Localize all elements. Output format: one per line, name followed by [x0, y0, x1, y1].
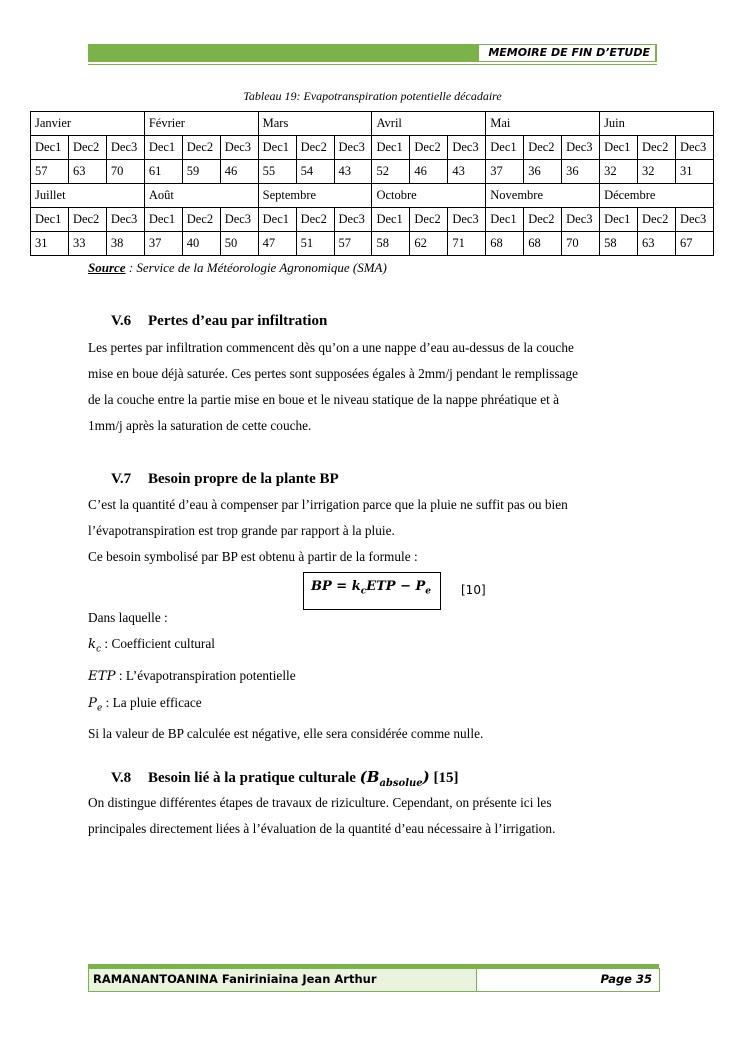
etp-value-cell: 43	[334, 160, 372, 184]
section-number: V.7	[111, 471, 132, 487]
formula-reference: [10]	[461, 583, 486, 597]
decade-cell: Dec1	[486, 136, 524, 160]
text-line: 1mm/j après la saturation de cette couche.	[88, 418, 312, 433]
symbol: $k_c$	[88, 637, 102, 655]
month-cell: Février	[144, 112, 258, 136]
text-line: Dans laquelle :	[88, 610, 168, 625]
decade-cell: Dec1	[31, 136, 69, 160]
etp-block-2	[31, 184, 714, 256]
decade-cell: Dec1	[258, 136, 296, 160]
month-cell: Décembre	[600, 184, 714, 208]
etp-value-cell: 71	[448, 232, 486, 256]
etp-value-cell: 31	[31, 232, 69, 256]
table-caption: Tableau 19: Evapotranspiration potentielle décadaire	[243, 89, 502, 103]
paragraph-infiltration	[88, 335, 678, 439]
section-title: Besoin propre de la plante BP	[148, 471, 339, 487]
etp-value-cell: 68	[524, 232, 562, 256]
decade-cell: Dec3	[334, 136, 372, 160]
decade-cell: Dec3	[106, 136, 144, 160]
text-line: On distingue différentes étapes de travaux de riziculture. Cependant, on présente ici les	[88, 795, 552, 810]
decade-cell: Dec2	[638, 136, 676, 160]
definition-kc: $k_c$ : Coefficient cultural	[88, 636, 215, 655]
section-title: Pertes d’eau par infiltration	[148, 313, 328, 329]
decade-cell: Dec2	[410, 208, 448, 232]
section-number: V.6	[111, 313, 132, 329]
etp-value-cell: 36	[524, 160, 562, 184]
etp-value-cell: 54	[296, 160, 334, 184]
month-cell: Juin	[600, 112, 714, 136]
etp-value-cell: 32	[600, 160, 638, 184]
decade-cell: Dec2	[182, 208, 220, 232]
decade-cell: Dec2	[524, 136, 562, 160]
etp-value-cell: 61	[144, 160, 182, 184]
header-title: MEMOIRE DE FIN D’ETUDE	[488, 46, 650, 59]
etp-value-cell: 36	[562, 160, 600, 184]
section-heading-v7	[111, 470, 339, 488]
etp-value-cell: 40	[182, 232, 220, 256]
formula-text: BP = $k_cETP - P_e$	[310, 579, 431, 597]
month-cell: Août	[144, 184, 258, 208]
decade-cell: Dec1	[486, 208, 524, 232]
decade-row	[31, 208, 714, 232]
source-text: : Service de la Météorologie Agronomique (SMA)	[125, 260, 387, 275]
etp-value-cell: 46	[410, 160, 448, 184]
etp-value-cell: 68	[486, 232, 524, 256]
decade-cell: Dec1	[600, 208, 638, 232]
month-row	[31, 184, 714, 208]
formula-bp	[303, 578, 439, 601]
decade-cell: Dec3	[562, 136, 600, 160]
etp-value-cell: 52	[372, 160, 410, 184]
month-cell: Septembre	[258, 184, 372, 208]
decade-cell: Dec2	[182, 136, 220, 160]
etp-value-cell: 57	[31, 160, 69, 184]
decade-cell: Dec3	[675, 208, 713, 232]
decade-cell: Dec3	[334, 208, 372, 232]
section-heading-v6	[111, 312, 327, 330]
decade-cell: Dec3	[106, 208, 144, 232]
decade-cell: Dec1	[600, 136, 638, 160]
month-cell: Octobre	[372, 184, 486, 208]
etp-value-cell: 31	[675, 160, 713, 184]
month-cell: Novembre	[486, 184, 600, 208]
decade-cell: Dec2	[524, 208, 562, 232]
decade-cell: Dec3	[220, 208, 258, 232]
page-number: Page 35	[600, 972, 652, 986]
text-line: C’est la quantité d’eau à compenser par l’irrigation parce que la pluie ne suffit pas ou bien	[88, 497, 568, 512]
table-source	[88, 260, 387, 276]
text-line: Les pertes par infiltration commencent dès qu’on a une nappe d’eau au-dessus de la couche	[88, 340, 574, 355]
symbol: $P_e$	[88, 695, 103, 714]
section-title: Besoin lié à la pratique culturale	[148, 770, 356, 786]
decade-cell: Dec1	[258, 208, 296, 232]
header-rule	[88, 64, 657, 65]
etp-table	[30, 111, 714, 256]
etp-value-cell: 55	[258, 160, 296, 184]
etp-value-cell: 57	[334, 232, 372, 256]
definition-etp: ETP : L’évapotranspiration potentielle	[88, 667, 296, 684]
etp-value-cell: 50	[220, 232, 258, 256]
section-number: V.8	[111, 770, 132, 786]
etp-value-cell: 38	[106, 232, 144, 256]
symbol: ETP	[88, 668, 116, 684]
decade-cell: Dec2	[638, 208, 676, 232]
decade-cell: Dec3	[220, 136, 258, 160]
etp-value-cell: 70	[106, 160, 144, 184]
decade-cell: Dec1	[144, 208, 182, 232]
decade-cell: Dec2	[68, 208, 106, 232]
etp-value-cell: 67	[675, 232, 713, 256]
etp-value-cell: 51	[296, 232, 334, 256]
month-cell: Juillet	[31, 184, 145, 208]
paragraph-bp	[88, 492, 678, 570]
text-line: principales directement liées à l’évaluation de la quantité d’eau nécessaire à l’irrigation.	[88, 821, 556, 836]
paragraph-definitions	[88, 605, 678, 747]
decade-cell: Dec3	[675, 136, 713, 160]
etp-value-cell: 63	[68, 160, 106, 184]
etp-value-cell: 46	[220, 160, 258, 184]
month-cell: Janvier	[31, 112, 145, 136]
section-title-math: $(B_{absolue})$	[359, 768, 430, 789]
decade-cell: Dec2	[296, 208, 334, 232]
decade-cell: Dec1	[372, 208, 410, 232]
etp-value-cell: 37	[144, 232, 182, 256]
value-row	[31, 232, 714, 256]
etp-value-cell: 37	[486, 160, 524, 184]
etp-value-cell: 32	[638, 160, 676, 184]
etp-block-1	[31, 112, 714, 184]
decade-cell: Dec1	[372, 136, 410, 160]
etp-value-cell: 70	[562, 232, 600, 256]
etp-value-cell: 62	[410, 232, 448, 256]
value-row	[31, 160, 714, 184]
etp-value-cell: 59	[182, 160, 220, 184]
text-line: Si la valeur de BP calculée est négative, elle sera considérée comme nulle.	[88, 726, 484, 742]
text-line: Ce besoin symbolisé par BP est obtenu à partir de la formule :	[88, 549, 418, 564]
source-label: Source	[88, 260, 126, 275]
section-title-ref: [15]	[433, 770, 459, 786]
decade-row	[31, 136, 714, 160]
decade-cell: Dec1	[31, 208, 69, 232]
paragraph-pratique	[88, 790, 678, 842]
decade-cell: Dec3	[448, 208, 486, 232]
decade-cell: Dec2	[410, 136, 448, 160]
footer-author: RAMANANTOANINA Faniriniaina Jean Arthur	[93, 972, 377, 986]
month-cell: Avril	[372, 112, 486, 136]
text-line: de la couche entre la partie mise en boue et le niveau statique de la nappe phréatique et à	[88, 392, 560, 407]
decade-cell: Dec2	[296, 136, 334, 160]
text-line: mise en boue déjà saturée. Ces pertes sont supposées égales à 2mm/j pendant le remplissage	[88, 366, 578, 381]
month-cell: Mai	[486, 112, 600, 136]
decade-cell: Dec3	[448, 136, 486, 160]
decade-cell: Dec1	[144, 136, 182, 160]
definition-pe: $P_e$ : La pluie efficace	[88, 694, 202, 714]
decade-cell: Dec2	[68, 136, 106, 160]
etp-value-cell: 33	[68, 232, 106, 256]
etp-value-cell: 58	[600, 232, 638, 256]
month-row	[31, 112, 714, 136]
etp-value-cell: 43	[448, 160, 486, 184]
decade-cell: Dec3	[562, 208, 600, 232]
etp-value-cell: 58	[372, 232, 410, 256]
etp-value-cell: 63	[638, 232, 676, 256]
text-line: l’évapotranspiration est trop grande par rapport à la pluie.	[88, 523, 395, 538]
etp-value-cell: 47	[258, 232, 296, 256]
month-cell: Mars	[258, 112, 372, 136]
